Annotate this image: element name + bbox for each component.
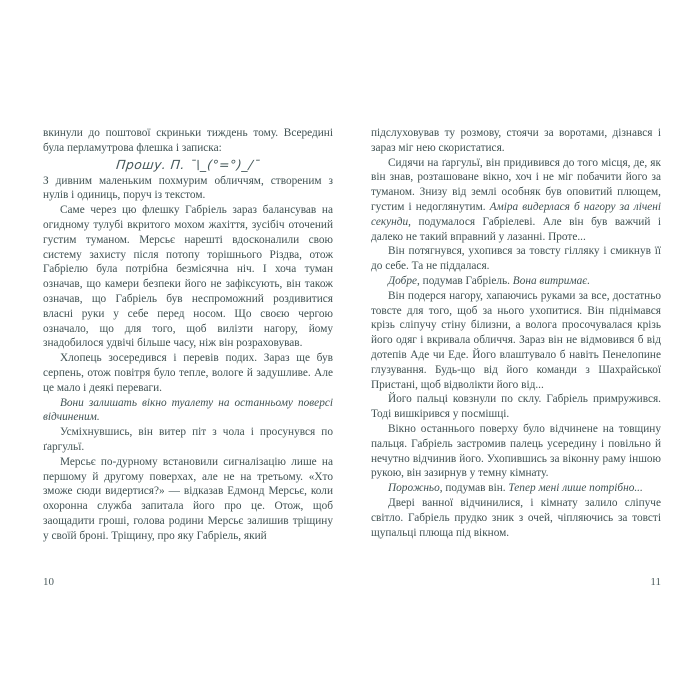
body-text: , подумав Габріель. xyxy=(417,274,513,287)
paragraph xyxy=(371,481,661,496)
body-text: , подумав він. xyxy=(439,482,509,495)
italic-text: Тепер мені лише потрібно... xyxy=(508,482,643,495)
body-text: вкинули до поштової скриньки тиждень тому. Всередині була перламутрова флешка і записка: xyxy=(43,127,333,154)
body-text: Хлопець зосередився і перевів подих. Зараз ще був серпень, отож повітря було тепле, вологе й задушливе. Але це мало і деякі переваги. xyxy=(43,352,333,394)
paragraph xyxy=(371,496,661,540)
right-page xyxy=(350,0,700,700)
body-text: Він подерся нагору, хапаючись руками за все, достатньо товсте для того, щоб за нього ухопитися. Він піднімався крізь сліпучу стіну білизни, а волога просочувалася крізь його одяг і вкривала обличчя. Зараз він не відмовився б від дотепів Аде чи Еде. Його влаштувало б навіть Пенелопине глузування. Будь-що від його команди з Шахрайської Пристані, щоб відволікти його від... xyxy=(371,289,661,391)
paragraph xyxy=(43,203,333,351)
paragraph xyxy=(43,126,333,156)
paragraph xyxy=(43,174,333,204)
body-text: Сидячи на ґаргульї, він придивився до того місця, де, як він знав, розташоване вікно, хоч і не міг побачити його за туманом. Знизу від землі особняк був оповитий плющем, густим і недоглянутим. xyxy=(371,156,661,213)
body-text: З дивним маленьким похмурим обличчям, створеним з нулів і одиниць, поруч із текстом. xyxy=(43,174,333,202)
body-text: Двері ванної відчинилися, і кімнату залило сліпуче світло. Габріель прудко зник з очей, чіпляючись за товсті щупальці плюща під вікном. xyxy=(371,496,661,539)
paragraph xyxy=(43,351,333,395)
body-text: Саме через цю флешку Габріель зараз балансував на огидному тулубі вкритого мохом жахіття, зусібіч оточений густим туманом. Мерсьє нарешті вдосконалили свою систему захисту після потопу торішнього Різдва, отож Габріелю була потрібна безмісячна ніч. І хоча туман означав, що камери безпеки його не зафіксують, він також означав, що Габріель був неспроможний роздивитися власні руки у себе перед носом. Що своєю чергою означало, що для того, щоб вилізти нагору, йому знадобилося удвічі більше часу, ніж він розраховував. xyxy=(43,204,333,350)
body-text: Вікно останнього поверху було відчинене на товщину пальця. Габріель застромив палець усередину і повільно й нечутно відчинив його. Ухопившись за віконну раму іншою рукою, він зазирнув у темну кімнату. xyxy=(371,422,661,480)
body-text: Його пальці ковзнули по склу. Габріель примружився. Тоді вишкірився у посмішці. xyxy=(371,393,661,421)
body-text: , подумалося Габріелеві. Але він був важчий і далеко не такий вправний у лазанні. Проте... xyxy=(371,215,661,243)
page-number-right: 11 xyxy=(650,576,661,588)
italic-text: Добре xyxy=(388,274,418,287)
left-page-text xyxy=(43,126,333,544)
paragraph xyxy=(371,274,661,289)
italic-text: Аміра видерлася б нагору за лічені секунди xyxy=(371,200,661,228)
paragraph xyxy=(371,422,661,481)
paragraph xyxy=(371,126,661,156)
body-text: Він потягнувся, ухопився за товсту гілляку і смикнув її до себе. Та не піддалася. xyxy=(371,245,661,273)
italic-text: Порожньо xyxy=(388,482,440,495)
paragraph xyxy=(371,392,661,422)
page-number-left: 10 xyxy=(43,576,54,588)
body-text: Мерсьє по-дурному встановили сигналізацію лише на першому й другому поверхах, але не на третьому. «Хто зможе сюди видертися?» — відказав Едмонд Мерсьє, коли охоронна служба запитала його про це. Отож, щоб заощадити гроші, голова родини Мерсьє залишив тріщину у своїй броні. Тріщину, про яку Габріель, який xyxy=(43,455,333,542)
paragraph xyxy=(371,244,661,274)
paragraph xyxy=(371,289,661,393)
body-text: Усміхнувшись, він витер піт з чола і просунувся по ґаргульї. xyxy=(43,426,333,453)
paragraph xyxy=(43,396,333,426)
paragraph xyxy=(43,455,333,544)
paragraph xyxy=(43,425,333,455)
body-text: підслуховував ту розмову, стоячи за воротами, дізнався і зараз міг нею скористатися. xyxy=(371,127,661,154)
italic-text: Вона витримає. xyxy=(512,274,591,287)
handwritten-note xyxy=(42,157,334,173)
body-text: Прошу. П. ¯\_(°=°)_/¯ xyxy=(115,156,261,172)
right-page-text xyxy=(371,126,661,540)
paragraph xyxy=(371,156,661,245)
italic-text: Вони залишать вікно туалету на останньому поверсі відчиненим. xyxy=(43,396,333,424)
